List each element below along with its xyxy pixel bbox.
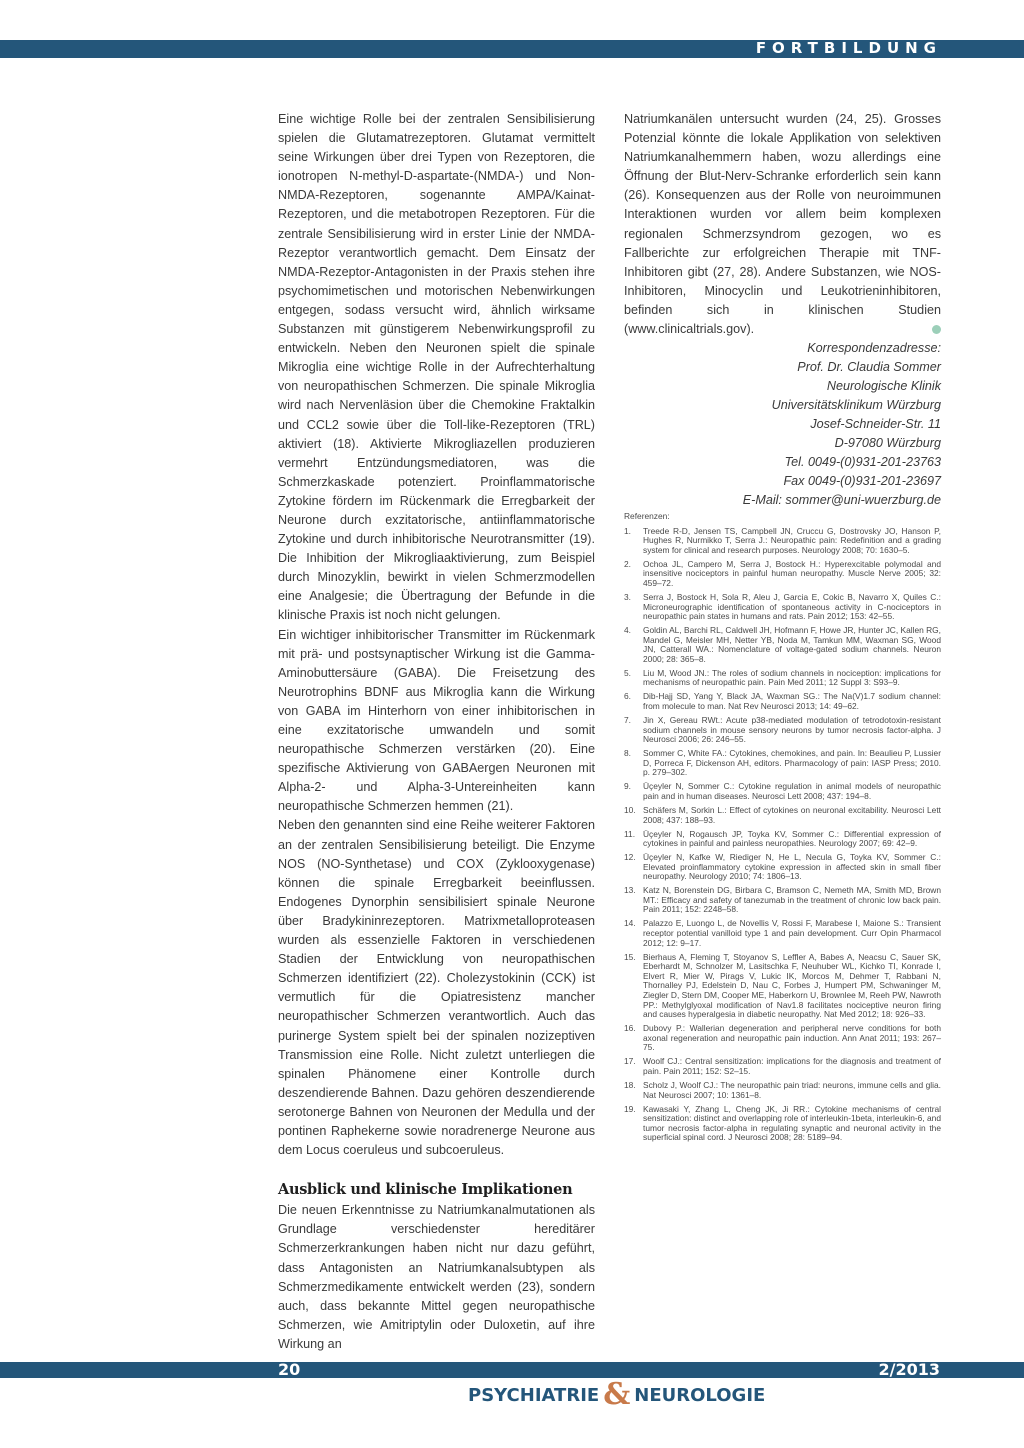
reference-text: Ochoa JL, Campero M, Serra J, Bostock H.: Hyperexcitable polymodal and insensitive nociceptors in painful human neuropathy. Muscle Nerve 2005; 32: 459–72. <box>643 558 941 588</box>
left-column <box>278 110 595 1354</box>
reference-text: Serra J, Bostock H, Sola R, Aleu J, Garcia E, Cokic B, Navarro X, Quiles C.: Microneurographic identification of spontaneous activity in C-nociceptors in neuropathic pain states in humans and rats. Pain 2012; 153: 42–55. <box>643 591 941 622</box>
reference-item <box>624 593 941 622</box>
reference-item <box>624 527 941 556</box>
reference-number: 5. <box>624 667 631 678</box>
reference-item <box>624 626 941 664</box>
reference-number: 11. <box>624 828 636 839</box>
reference-item <box>624 886 941 915</box>
reference-number: 7. <box>624 715 631 726</box>
reference-number: 16. <box>624 1023 636 1034</box>
reference-item <box>624 782 941 801</box>
reference-text: Dib-Hajj SD, Yang Y, Black JA, Waxman SG.: The Na(V)1.7 sodium channel: from molecule to man. Nat Rev Neurosci 2013; 14: 49–62. <box>643 691 941 712</box>
reference-item <box>624 749 941 778</box>
right-column <box>624 110 941 510</box>
journal-name-part1: PSYCHIATRIE <box>468 1385 600 1406</box>
reference-number: 15. <box>624 951 636 962</box>
section-heading: Ausblick und klinische Implikationen <box>278 1181 573 1199</box>
reference-number: 18. <box>624 1079 636 1090</box>
reference-number: 8. <box>624 748 631 759</box>
reference-text: Katz N, Borenstein DG, Birbara C, Bramson C, Nemeth MA, Smith MD, Brown MT.: Efficacy and safety of tanezumab in the treatment of chronic low back pain. Pain 2011; 152: 2248–58. <box>643 885 941 915</box>
reference-text: Schäfers M, Sorkin L.: Effect of cytokines on neuronal excitability. Neurosci Lett 2008; 437: 188–93. <box>643 804 941 825</box>
reference-number: 19. <box>624 1103 636 1114</box>
body-paragraph: Die neuen Erkenntnisse zu Natriumkanalmutationen als Grundlage verschiedenster hereditärer Schmerzerkrankungen haben nicht nur dazu geführt, dass Antagonisten an Natriumkanalsubtypen als Schmerzmedikamente entwickelt werden (23), sondern auch, dass bekannte Mittel gegen neuropathische Schmerzen, wie Amitriptylin oder Duloxetin, auf ihre Wirkung an <box>278 1203 595 1351</box>
references-title: Referenzen: <box>624 511 670 521</box>
reference-item <box>624 1105 941 1143</box>
reference-number: 3. <box>624 591 631 602</box>
reference-item <box>624 716 941 745</box>
journal-name-part2: NEUROLOGIE <box>634 1385 766 1406</box>
reference-number: 4. <box>624 625 631 636</box>
reference-item <box>624 806 941 825</box>
reference-text: Sommer C, White FA.: Cytokines, chemokines, and pain. In: Beaulieu P, Lussier D, Porreca F, Dickenson AH, editors. Pharmacology of pain: IASP Press; 2010. p. 279–302. <box>643 748 941 778</box>
reference-number: 6. <box>624 691 631 702</box>
reference-text: Bierhaus A, Fleming T, Stoyanov S, Leffler A, Babes A, Neacsu C, Sauer SK, Eberhardt M, Schnolzer M, Lasitschka F, Neuhuber WL, Kichko TI, Konrade I, Elvert R, Mier W, Pirags V, Lukic IK, Morcos M, Dehmer T, Rabbani N, Thornalley PJ, Edelstein D, Nau C, Forbes J, Humpert PM, Schwaninger M, Ziegler D, Stern DM, Cooper ME, Haberkorn U, Brownlee M, Reeh PW, Nawroth PP.: Methylglyoxal modification of Nav1.8 facilitates nociceptive neuron firing and causes hyperalgesia in diabetic neuropathy. Nat Med 2012; 18: 926–33. <box>643 951 941 1020</box>
reference-item <box>624 1057 941 1076</box>
contact-block <box>624 339 941 510</box>
reference-number: 13. <box>624 885 636 896</box>
reference-item <box>624 1024 941 1053</box>
reference-item <box>624 830 941 849</box>
contact-line: Prof. Dr. Claudia Sommer <box>797 360 941 375</box>
contact-line: Fax 0049-(0)931-201-23697 <box>783 474 941 489</box>
reference-item <box>624 669 941 688</box>
green-dot-icon <box>932 325 941 334</box>
contact-line: Neurologische Klinik <box>826 379 941 394</box>
reference-number: 17. <box>624 1056 636 1067</box>
reference-number: 10. <box>624 804 636 815</box>
page-number: 20 <box>278 1360 301 1379</box>
reference-number: 14. <box>624 918 636 929</box>
body-paragraph <box>624 110 941 339</box>
reference-number: 2. <box>624 558 631 569</box>
references-list <box>624 527 941 1143</box>
reference-text: Üçeyler N, Kafke W, Riediger N, He L, Necula G, Toyka KV, Sommer C.: Elevated proinflammatory cytokine expression in affected skin in small fiber neuropathy. Neurology 2010; 74: 1806–13. <box>643 852 941 882</box>
reference-number: 1. <box>624 525 631 536</box>
journal-logo <box>468 1377 766 1412</box>
reference-number: 9. <box>624 781 631 792</box>
reference-item <box>624 953 941 1020</box>
reference-item <box>624 919 941 948</box>
body-paragraph: Neben den genannten sind eine Reihe weiterer Faktoren an der zentralen Sensibilisierung beteiligt. Die Enzyme NOS (NO-Synthetase) und COX (Zyklooxygenase) können die spinale Erregbarkeit beeinflussen. Endogenes Dynorphin sensibilisiert spinale Neurone über Bradykininrezeptoren. Matrixmetalloproteasen wurden als essenzielle Faktoren in verschiedenen Stadien der Entwicklung von neuropathischen Schmerzen identifiziert (22). Cholezystokinin (CCK) ist vermutlich für die Opiatresistenz mancher neuropathischer Schmerzen verantwortlich. Auch das purinerge System spielt bei der spinalen nozizeptiven Transmission eine Rolle. Nicht zuletzt unterliegen die spinalen Phänomene einer Kontrolle durch deszendierende Bahnen. Dazu gehören deszendierende serotonerge Bahnen von Neuronen der Medulla und der pontinen Raphekerne sowie noradrenerge Neurone aus dem Locus coeruleus und subcoeruleus. <box>278 818 595 1158</box>
footer-bar <box>0 1362 1024 1378</box>
body-paragraph: Eine wichtige Rolle bei der zentralen Sensibilisierung spielen die Glutamatrezeptoren. Glutamat vermittelt seine Wirkungen über drei Typen von Rezeptoren, die ionotropen N-methyl-D-aspartate-(NMDA-) und Non-NMDA-Rezeptoren, sogenannte AMPA/Kainat-Rezeptoren, und die metabotropen Rezeptoren. Für die zentrale Sensibilisierung wird in erster Linie der NMDA-Rezeptor verantwortlich gemacht. Dem Einsatz der NMDA-Rezeptor-Antagonisten in der Praxis stehen ihre psychomimetischen und motorischen Nebenwirkungen entgegen, sodass versucht wird, ähnlich wirksame Substanzen mit günstigerem Nebenwirkungsprofil zu entwickeln. Neben den Neuronen spielt die spinale Mikroglia eine wichtige Rolle in der Aufrechterhaltung von neuropathischen Schmerzen. Die spinale Mikroglia wird nach Nervenläsion über die Chemokine Fraktalkin und CCL2 sowie über die Toll-like-Rezeptoren (TRL) aktiviert (18). Aktivierte Mikrogliazellen produzieren vermehrt Entzündungsmediatoren, was die Schmerzkaskade potenziert. Proinflammatorische Zytokine fördern im Rückenmark die Erregbarkeit der Neurone durch exzitatorische, antiinflammatorische Zytokine und durch inhibitorische Neurotransmitter (19). Die Inhibition der Mikrogliaaktivierung, zum Beispiel durch Minozyklin, bewirkt in vielen Schmerzmodellen eine Analgesie; die Übertragung der Befunde in die klinische Praxis ist noch nicht gelungen. <box>278 112 595 623</box>
reference-text: Goldin AL, Barchi RL, Caldwell JH, Hofmann F, Howe JR, Hunter JC, Kallen RG, Mandel G, Meisler MH, Netter YB, Noda M, Tamkun MM, Waxman SG, Wood JN, Catterall WA.: Nomenclature of voltage-gated sodium channels. Neuron 2000; 28: 365–8. <box>643 625 941 664</box>
reference-text: Üçeyler N, Rogausch JP, Toyka KV, Sommer C.: Differential expression of cytokines in painful and painless neuropathies. Neurology 2007; 69: 42–9. <box>643 828 941 849</box>
body-paragraph: Ein wichtiger inhibitorischer Transmitter im Rückenmark mit prä- und postsynaptischer Wirkung ist die Gamma-Aminobuttersäure (GABA). Die Freisetzung des Neurotrophins BDNF aus Mikroglia kann die Wirkung von GABA im Hinterhorn von einer inhibitorischen in eine exzitatorische umwandeln und somit neuropathische Schmerzen verstärken (20). Eine spezifische Aktivierung von GABAergen Neuronen mit Alpha-2- und Alpha-3-Untereinheiten kann neuropathische Schmerzen hemmen (21). <box>278 627 595 814</box>
contact-email: E-Mail: sommer@uni-wuerzburg.de <box>742 493 941 508</box>
references-section <box>624 512 941 1147</box>
contact-line: Josef-Schneider-Str. 11 <box>810 417 941 432</box>
contact-line: Tel. 0049-(0)931-201-23763 <box>784 455 941 470</box>
reference-text: Liu M, Wood JN.: The roles of sodium channels in nociception: implications for mechanisms of neuropathic pain. Pain Med 2011; 12 Suppl 3: S93–9. <box>643 667 941 688</box>
journal-ampersand: & <box>603 1377 631 1412</box>
reference-item <box>624 853 941 882</box>
reference-text: Üçeyler N, Sommer C.: Cytokine regulation in animal models of neuropathic pain and in human diseases. Neurosci Lett 2008; 437: 194–8. <box>643 781 941 801</box>
body-paragraph-text: Natriumkanälen untersucht wurden (24, 25). Grosses Potenzial könnte die lokale Applikation von selektiven Natriumkanalhemmern haben, wozu allerdings eine Öffnung der Blut-Nerv-Schranke erforderlich sein kann (26). Konsequenzen aus der Rolle von neuroimmunen Interaktionen wurden vor allem beim komplexen regionalen Schmerzsyndrom gezogen, wo es Fallberichte zur erfolgreichen Therapie mit TNF-Inhibitoren gibt (27, 28). Andere Substanzen, wie NOS-Inhibitoren, Minocyclin und Leukotrieninhibitoren, befinden sich in klinischen Studien (www.clinicaltrials.gov). <box>624 112 941 337</box>
reference-text: Kawasaki Y, Zhang L, Cheng JK, Ji RR.: Cytokine mechanisms of central sensitization: distinct and overlapping role of interleukin-1beta, interleukin-6, and tumor necrosis factor-alpha in regulating synaptic and neuronal activity in the superficial spinal cord. J Neurosci 2008; 28: 5189–94. <box>643 1103 941 1143</box>
contact-line: D-97080 Würzburg <box>834 436 941 451</box>
section-label: FORTBILDUNG <box>755 39 942 57</box>
reference-text: Dubovy P.: Wallerian degeneration and peripheral nerve conditions for both axonal regeneration and neuropathic pain induction. Ann Anat 2011; 193: 267–75. <box>643 1023 941 1053</box>
header-bar <box>0 40 1024 58</box>
contact-line: Korrespondenzadresse: <box>807 341 941 356</box>
reference-text: Palazzo E, Luongo L, de Novellis V, Rossi F, Marabese I, Maione S.: Transient receptor potential vanilloid type 1 and pain development. Curr Opin Pharmacol 2012; 12: 9–17. <box>643 918 941 948</box>
reference-text: Woolf CJ.: Central sensitization: implications for the diagnosis and treatment of pain. Pain 2011; 152: S2–15. <box>643 1056 941 1076</box>
reference-item <box>624 560 941 589</box>
reference-text: Jin X, Gereau RWt.: Acute p38-mediated modulation of tetrodotoxin-resistant sodium channels in mouse sensory neurons by tumor necrosis factor-alpha. J Neurosci 2006; 26: 246–55. <box>643 715 941 745</box>
reference-text: Scholz J, Woolf CJ.: The neuropathic pain triad: neurons, immune cells and glia. Nat Neurosci 2007; 10: 1361–8. <box>643 1079 941 1100</box>
contact-line: Universitätsklinikum Würzburg <box>771 398 941 413</box>
reference-number: 12. <box>624 852 636 863</box>
issue-number: 2/2013 <box>878 1360 940 1379</box>
reference-text: Treede R-D, Jensen TS, Campbell JN, Cruccu G, Dostrovsky JO, Hanson P, Hughes R, Nurmikko T, Serra J.: Neuropathic pain: Redefinition and a grading system for clinical and research purposes. Neurology 2008; 70: 1630–5. <box>643 525 941 555</box>
reference-item <box>624 692 941 711</box>
reference-item <box>624 1081 941 1100</box>
